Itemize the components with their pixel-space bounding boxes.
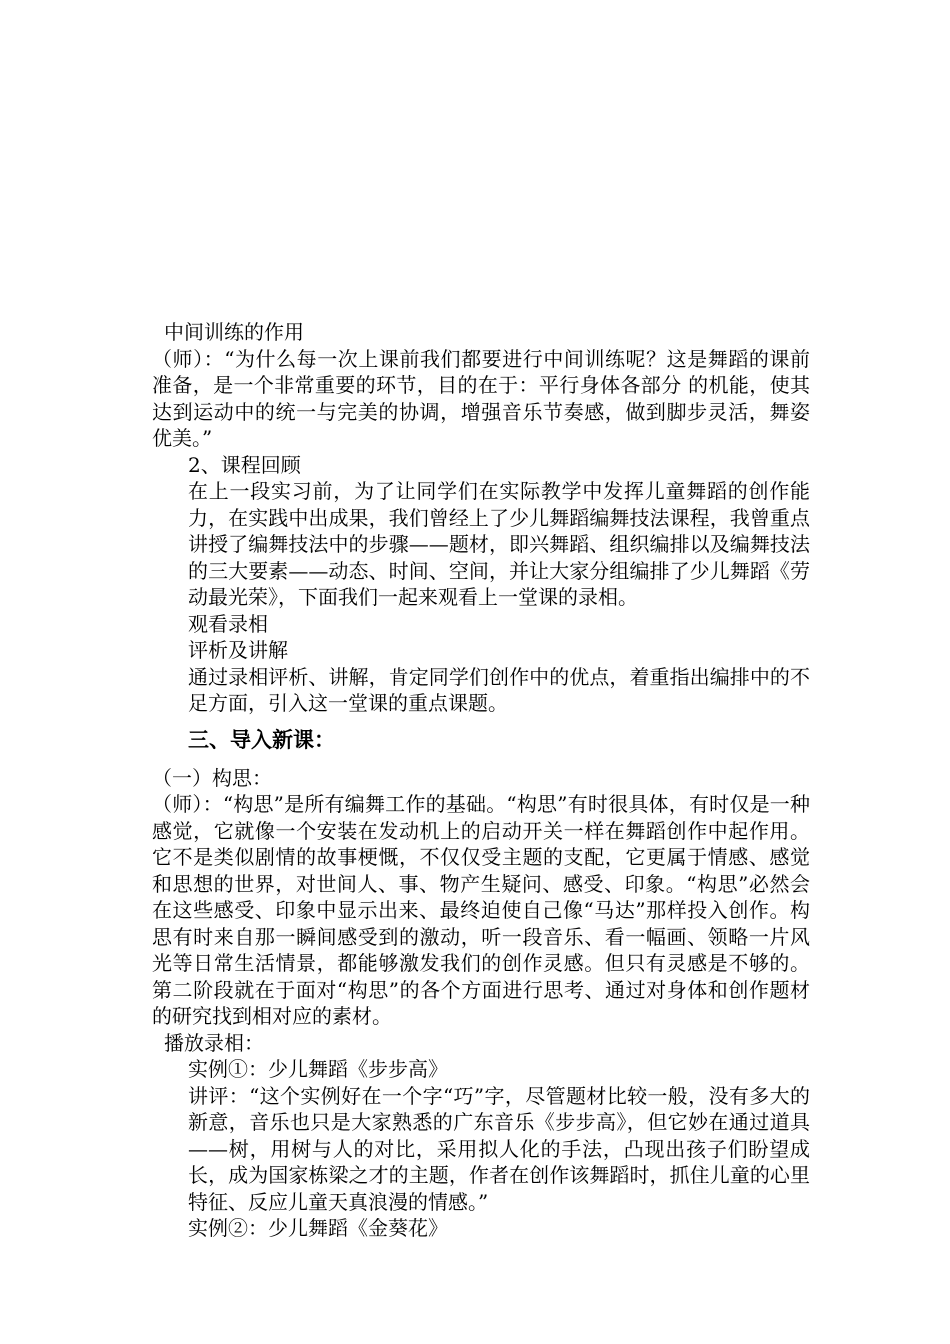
document-body [140,319,810,1242]
section-title-warmup: 中间训练的作用 [164,320,304,344]
example-1-title: 实例①：少儿舞蹈《步步高》 [188,1057,448,1081]
paragraph-teacher-warmup: （师）：“为什么每一次上课前我们都要进行中间训练呢？这是舞蹈的课前准备，是一个非常重要的环节，目的在于：平行身体各部分 的机能，使其达到运动中的统一与完美的协调，增强音乐节奏感，做到脚步灵活，舞姿优美。” [152,346,810,450]
paragraph-concept: （师）：“构思”是所有编舞工作的基础。“构思”有时很具体，有时仅是一种感觉，它就像一个安装在发动机上的启动开关一样在舞蹈创作中起作用。它不是类似剧情的故事梗慨，不仅仅受主题的支配，它更属于情感、感觉和思想的世界，对世间人、事、物产生疑问、感受、印象。“构思”必然会在这些感受、印象中显示出来、最终迫使自己像“马达”那样投入创作。构思有时来自那一瞬间感受到的激动，听一段音乐、看一幅画、领略一片风光等日常生活情景，都能够激发我们的创作灵感。但只有灵感是不够的。第二阶段就在于面对“构思”的各个方面进行思考、通过对身体和创作题材的研究找到相对应的素材。 [152,792,810,1028]
section-title-review: 2、课程回顾 [188,452,301,477]
heading-new-lesson: 三、导入新课： [188,727,335,752]
item-analysis: 评析及讲解 [188,638,288,662]
paragraph-example-1-review: 讲评：“这个实例好在一个字“巧”字，尽管题材比较一般，没有多大的新意，音乐也只是大家熟悉的广东音乐《步步高》，但它妙在通过道具——树，用树与人的对比，采用拟人化的手法，凸现出孩子们盼望成长，成为国家栋梁之才的主题，作者在创作该舞蹈时，抓住儿童的心里特征、反应儿童天真浪漫的情感。” [188,1083,810,1214]
example-2-title: 实例②：少儿舞蹈《金葵花》 [188,1216,448,1240]
paragraph-review: 在上一段实习前，为了让同学们在实际教学中发挥儿童舞蹈的创作能力，在实践中出成果，我们曾经上了少儿舞蹈编舞技法课程，我曾重点讲授了编舞技法中的步骤——题材，即兴舞蹈、组织编排以及编舞技法的三大要素——动态、时间、空间，并让大家分组编排了少儿舞蹈《劳动最光荣》，下面我们一起来观看上一堂课的录相。 [188,479,810,609]
subheading-concept: （一）构思： [152,765,272,790]
paragraph-analysis: 通过录相评析、讲解，肯定同学们创作中的优点，着重指出编排中的不足方面，引入这一堂课的重点课题。 [188,664,810,715]
item-watch-video: 观看录相 [188,611,268,636]
item-play-video: 播放录相： [164,1030,264,1055]
